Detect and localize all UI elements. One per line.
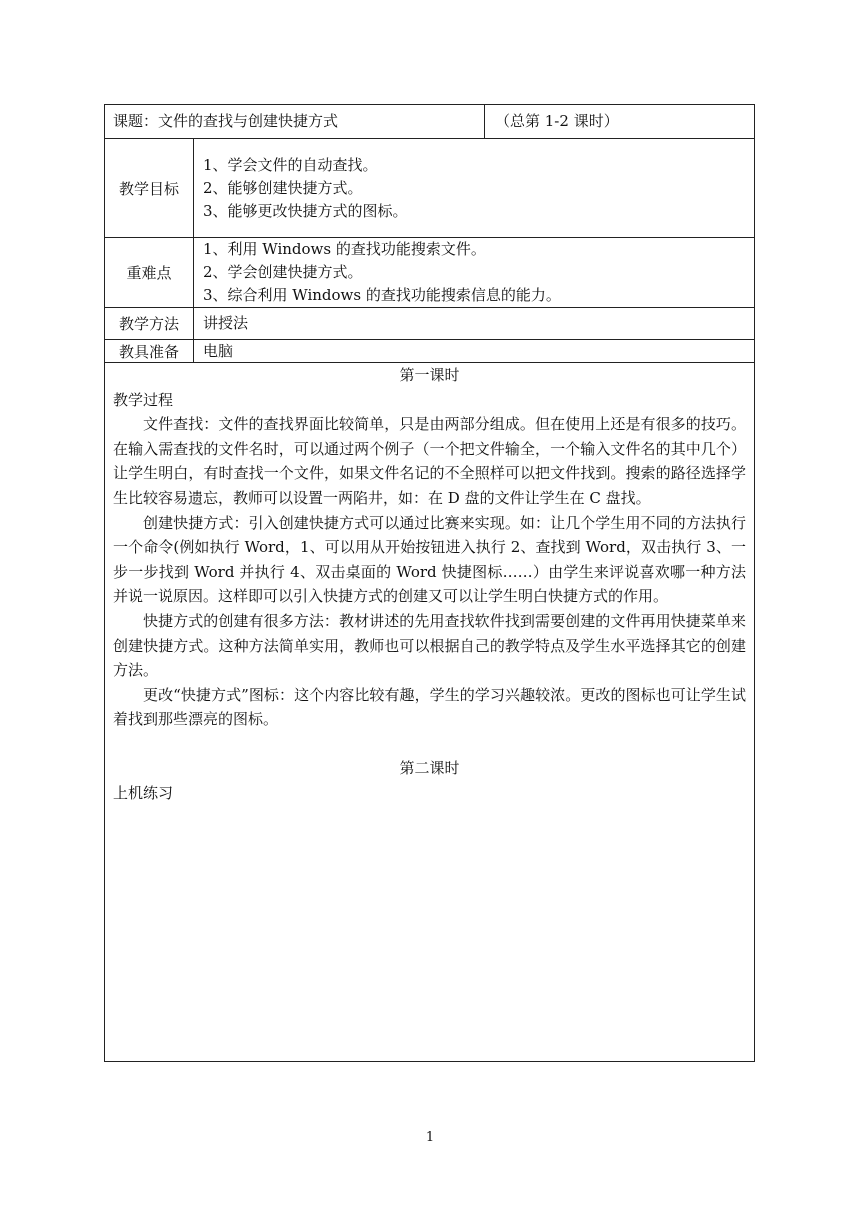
method-value-cell [194,308,754,339]
method-row [105,308,754,340]
process-paragraph: 创建快捷方式：引入创建快捷方式可以通过比赛来实现。如：让几个学生用不同的方法执行一个命令(例如执行 Word，1、可以用从开始按钮进入执行 2、查找到 Word，双击执行 3、一步一步找到 Word 并执行 4、双击桌面的 Word 快捷图标……）由学生来评说喜欢哪一种方法并说一说原因。这样即可以引入快捷方式的创建又可以让学生明白快捷方式的作用。 [113,513,746,606]
tools-label-cell [105,340,194,362]
periods-cell [485,105,754,138]
keypoints-row [105,238,754,308]
keypoints-label: 重难点 [126,264,172,282]
tools-row [105,340,754,363]
objectives-row [105,139,754,238]
topic-cell [105,105,485,138]
method-label-cell [105,308,194,339]
keypoint-item: 2、学会创建快捷方式。 [203,263,363,281]
objectives-label: 教学目标 [118,179,179,198]
tools-value-cell [194,340,754,362]
teaching-process [105,363,754,805]
tools-label: 教具准备 [118,342,179,361]
keypoints-label-cell [105,238,194,307]
keypoint-item: 1、利用 Windows 的查找功能搜索文件。 [203,240,486,258]
header-row [105,105,754,139]
keypoint-item: 3、综合利用 Windows 的查找功能搜索信息的能力。 [203,286,561,304]
spacer [113,732,746,756]
process-paragraph: 快捷方式的创建有很多方法：教材讲述的先用查找软件找到需要创建的文件再用快捷菜单来创建快捷方式。这种方法简单实用，教师也可以根据自己的教学特点及学生水平选择其它的创建方法。 [113,611,746,680]
lesson-plan-table [104,104,755,1062]
keypoints-content [194,238,754,307]
process-paragraph: 更改“快捷方式”图标：这个内容比较有趣，学生的学习兴趣较浓。更改的图标也可让学生试着找到那些漂亮的图标。 [113,685,746,729]
method-label: 教学方法 [118,315,179,333]
objectives-content [194,139,754,237]
objective-item: 2、能够创建快捷方式。 [203,178,363,197]
topic-text: 课题：文件的查找与创建快捷方式 [113,112,339,130]
objective-item: 3、能够更改快捷方式的图标。 [203,201,408,220]
tools-value: 电脑 [203,341,234,360]
objectives-label-cell [105,139,194,237]
method-value: 讲授法 [203,314,249,332]
lesson2-content: 上机练习 [113,783,174,802]
objective-item: 1、学会文件的自动查找。 [203,155,378,174]
process-label: 教学过程 [113,390,174,409]
periods-text: （总第 1-2 课时） [495,112,619,130]
lesson1-title: 第一课时 [399,366,460,384]
lesson2-title: 第二课时 [399,758,460,777]
process-paragraph: 文件查找：文件的查找界面比较简单，只是由两部分组成。但在使用上还是有很多的技巧。在输入需查找的文件名时，可以通过两个例子（一个把文件输全，一个输入文件名的其中几个）让学生明白，有时查找一个文件，如果文件名记的不全照样可以把文件找到。搜索的路径选择学生比较容易遗忘，教师可以设置一两陷井，如：在 D 盘的文件让学生在 C 盘找。 [113,415,746,507]
page-number: 1 [425,1130,435,1145]
